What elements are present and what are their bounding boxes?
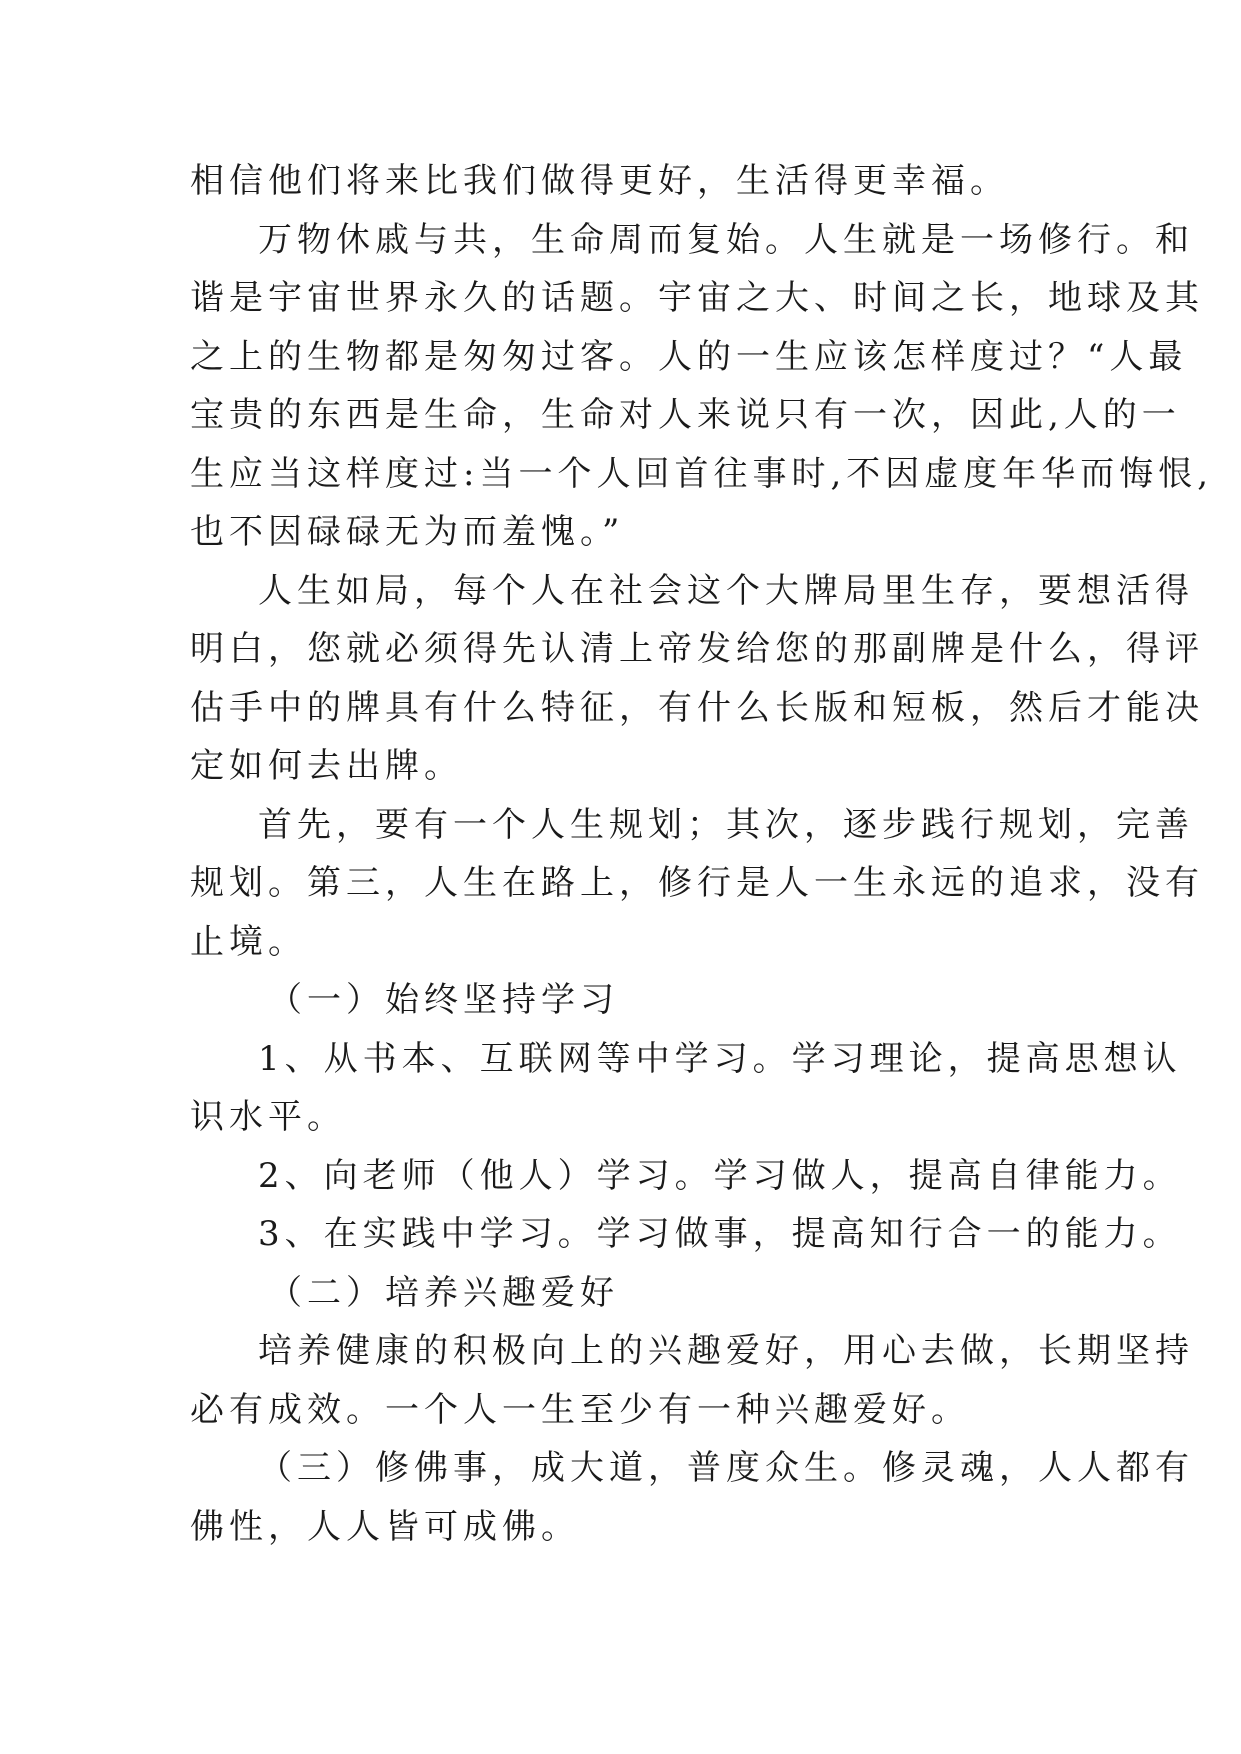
list-item-line: 3、在实践中学习。学习做事，提高知行合一的能力。 [258,1214,1182,1254]
text-line: 宝贵的东西是生命，生命对人来说只有一次，因此,人的一 [190,395,1181,435]
section-heading: （三）修佛事，成大道，普度众生。修灵魂，人人都有 [258,1448,1194,1488]
text-line: 生应当这样度过:当一个人回首往事时,不因虚度年华而悔恨, [190,453,1214,494]
list-item-line: 2、向老师（他人）学习。学习做人，提高自律能力。 [258,1155,1182,1196]
text-line: 定如何去出牌。 [190,746,463,786]
text-line: 估手中的牌具有什么特征，有什么长版和短板，然后才能决 [190,687,1204,728]
body-text [190,152,1214,1556]
text-line: 佛性，人人皆可成佛。 [190,1506,580,1547]
paragraph-start-line: 首先，要有一个人生规划；其次，逐步践行规划，完善 [258,804,1194,845]
text-line: 止境。 [190,921,307,962]
text-line: 识水平。 [190,1097,346,1137]
section-heading: （一）始终坚持学习 [268,980,619,1020]
text-line: 必有成效。一个人一生至少有一种兴趣爱好。 [190,1389,970,1430]
text-line: 明白，您就必须得先认清上帝发给您的那副牌是什么，得评 [190,629,1204,669]
text-line: 规划。第三，人生在路上，修行是人一生永远的追求，没有 [190,863,1204,903]
text-line: 也不因碌碌无为而羞愧。” [190,512,625,552]
text-line: 之上的生物都是匆匆过客。人的一生应该怎样度过？“人最 [190,336,1188,377]
section-heading: （二）培养兴趣爱好 [268,1272,619,1313]
paragraph-start-line: 人生如局，每个人在社会这个大牌局里生存，要想活得 [258,570,1194,611]
list-item-line: 1、从书本、互联网等中学习。学习理论，提高思想认 [258,1038,1182,1079]
text-line: 相信他们将来比我们做得更好，生活得更幸福。 [190,161,1009,201]
paragraph-start-line: 万物休戚与共，生命周而复始。人生就是一场修行。和 [258,219,1194,260]
paragraph-start-line: 培养健康的积极向上的兴趣爱好，用心去做，长期坚持 [258,1331,1194,1371]
text-line: 谐是宇宙世界永久的话题。宇宙之大、时间之长，地球及其 [190,278,1204,318]
